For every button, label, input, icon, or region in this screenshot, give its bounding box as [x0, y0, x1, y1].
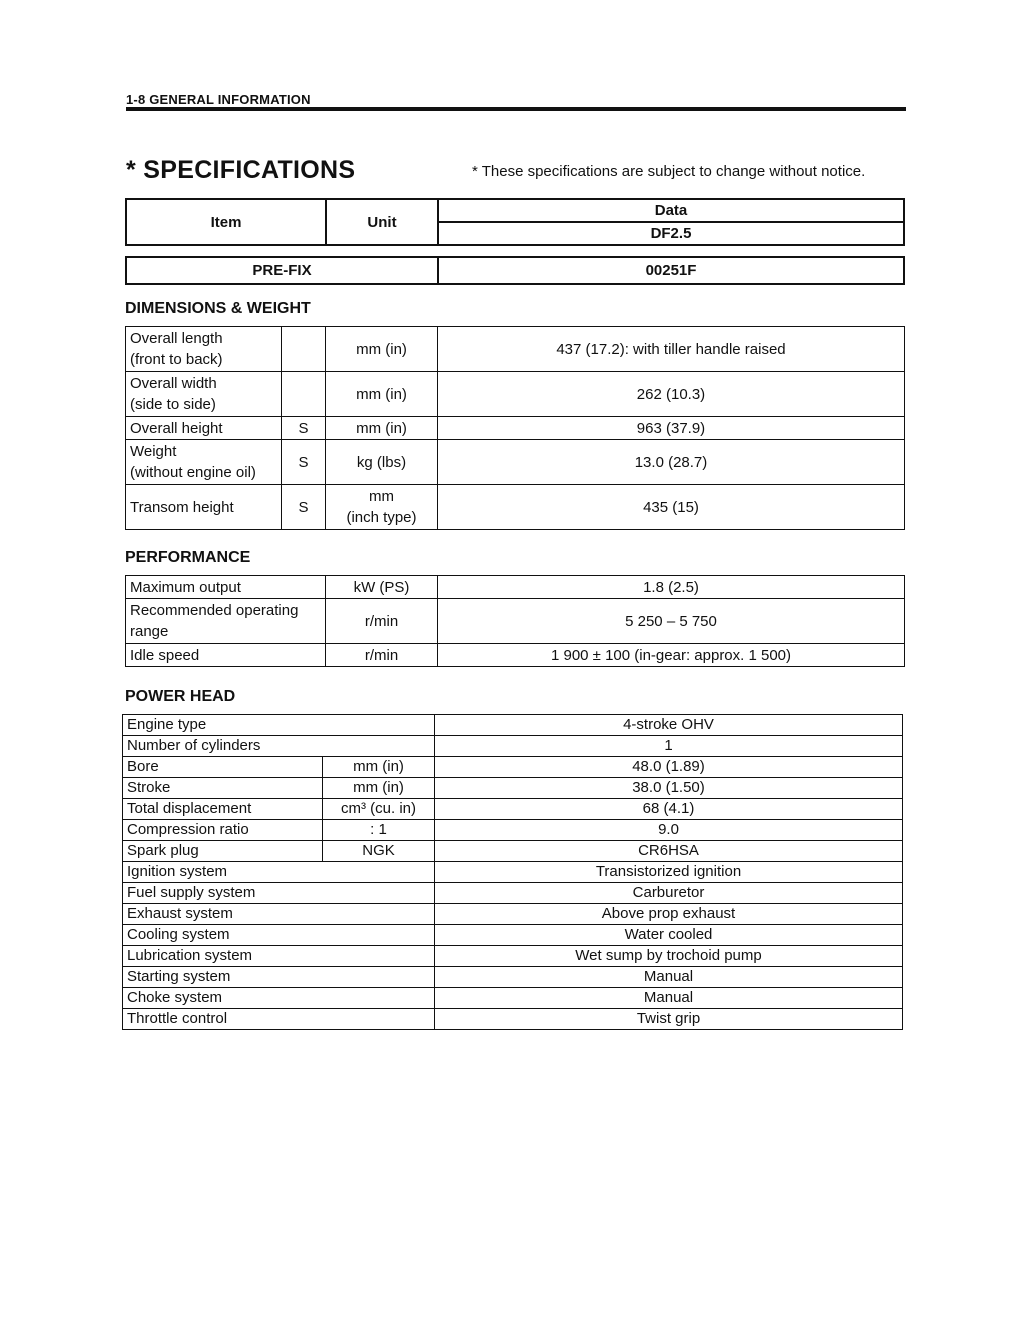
table-row: [123, 904, 903, 925]
spec-value: Twist grip: [435, 1009, 903, 1030]
spec-mark: S: [282, 417, 326, 440]
table-row: [126, 417, 905, 440]
spec-unit: mm (in): [326, 417, 438, 440]
spec-value: 4-stroke OHV: [435, 715, 903, 736]
change-notice: * These specifications are subject to change without notice.: [472, 163, 866, 180]
table-row: [123, 820, 903, 841]
spec-value: Transistorized ignition: [435, 862, 903, 883]
spec-unit: kg (lbs): [326, 440, 438, 485]
spec-item: Overall height: [126, 417, 282, 440]
spec-value: 1: [435, 736, 903, 757]
spec-unit: r/min: [326, 644, 438, 667]
spec-item: Transom height: [126, 485, 282, 530]
spec-unit: NGK: [323, 841, 435, 862]
spec-value: 963 (37.9): [438, 417, 905, 440]
spec-value: 437 (17.2): with tiller handle raised: [438, 327, 905, 372]
spec-item: Total displacement: [123, 799, 323, 820]
spec-value: Manual: [435, 967, 903, 988]
table-row: [126, 644, 905, 667]
section-dimensions: DIMENSIONS & WEIGHT: [125, 300, 311, 317]
spec-item: Starting system: [123, 967, 435, 988]
table-row: [123, 925, 903, 946]
table-row: [123, 862, 903, 883]
table-row: [126, 576, 905, 599]
table-row: [123, 715, 903, 736]
table-row: [123, 946, 903, 967]
spec-value: 38.0 (1.50): [435, 778, 903, 799]
spec-unit: : 1: [323, 820, 435, 841]
header-table: [125, 198, 905, 246]
spec-item: Overall width (side to side): [126, 372, 282, 417]
table-row: [123, 988, 903, 1009]
spec-item: Maximum output: [126, 576, 326, 599]
header-unit: Unit: [326, 199, 438, 245]
spec-mark: S: [282, 485, 326, 530]
spec-item: Engine type: [123, 715, 435, 736]
spec-item: Exhaust system: [123, 904, 435, 925]
section-performance: PERFORMANCE: [125, 549, 251, 566]
spec-value: Manual: [435, 988, 903, 1009]
spec-value: Wet sump by trochoid pump: [435, 946, 903, 967]
spec-item: Lubrication system: [123, 946, 435, 967]
spec-unit: mm (inch type): [326, 485, 438, 530]
spec-item: Throttle control: [123, 1009, 435, 1030]
spec-value: 68 (4.1): [435, 799, 903, 820]
table-row: [123, 841, 903, 862]
prefix-table: [125, 256, 905, 285]
table-row: [123, 1009, 903, 1030]
spec-value: 5 250 – 5 750: [438, 599, 905, 644]
spec-item: Spark plug: [123, 841, 323, 862]
spec-item: Number of cylinders: [123, 736, 435, 757]
page-title: * SPECIFICATIONS: [126, 156, 356, 184]
spec-unit: mm (in): [323, 757, 435, 778]
spec-mark: [282, 372, 326, 417]
spec-value: Above prop exhaust: [435, 904, 903, 925]
spec-value: 9.0: [435, 820, 903, 841]
spec-value: CR6HSA: [435, 841, 903, 862]
spec-value: 1 900 ± 100 (in-gear: approx. 1 500): [438, 644, 905, 667]
spec-item: Compression ratio: [123, 820, 323, 841]
spec-value: Carburetor: [435, 883, 903, 904]
power-head-table: [122, 714, 903, 1030]
table-row: [126, 599, 905, 644]
spec-value: 435 (15): [438, 485, 905, 530]
table-row: [123, 757, 903, 778]
header-item: Item: [126, 199, 326, 245]
header-model: DF2.5: [438, 222, 904, 245]
running-head-rule: [126, 107, 906, 111]
spec-value: Water cooled: [435, 925, 903, 946]
table-row: [123, 967, 903, 988]
table-row: [123, 736, 903, 757]
spec-value: 262 (10.3): [438, 372, 905, 417]
spec-unit: r/min: [326, 599, 438, 644]
spec-value: 48.0 (1.89): [435, 757, 903, 778]
spec-item: Ignition system: [123, 862, 435, 883]
table-row: [126, 485, 905, 530]
performance-table: [125, 575, 905, 667]
table-row: [123, 799, 903, 820]
spec-item: Cooling system: [123, 925, 435, 946]
table-row: [126, 372, 905, 417]
header-data: Data: [438, 199, 904, 222]
spec-mark: S: [282, 440, 326, 485]
table-row: [123, 883, 903, 904]
spec-unit: kW (PS): [326, 576, 438, 599]
spec-unit: mm (in): [326, 372, 438, 417]
spec-unit: mm (in): [323, 778, 435, 799]
spec-unit: cm³ (cu. in): [323, 799, 435, 820]
spec-item: Recommended operating range: [126, 599, 326, 644]
spec-item: Bore: [123, 757, 323, 778]
spec-unit: mm (in): [326, 327, 438, 372]
spec-value: 1.8 (2.5): [438, 576, 905, 599]
spec-item: Idle speed: [126, 644, 326, 667]
table-row: [126, 327, 905, 372]
running-head: 1-8 GENERAL INFORMATION: [126, 92, 311, 107]
spec-item: Fuel supply system: [123, 883, 435, 904]
spec-item: Weight (without engine oil): [126, 440, 282, 485]
section-power-head: POWER HEAD: [125, 688, 236, 705]
prefix-value: 00251F: [438, 257, 904, 284]
spec-mark: [282, 327, 326, 372]
table-row: [126, 440, 905, 485]
spec-item: Stroke: [123, 778, 323, 799]
prefix-label: PRE-FIX: [126, 257, 438, 284]
table-row: [123, 778, 903, 799]
spec-item: Choke system: [123, 988, 435, 1009]
spec-item: Overall length (front to back): [126, 327, 282, 372]
spec-value: 13.0 (28.7): [438, 440, 905, 485]
dimensions-table: [125, 326, 905, 530]
